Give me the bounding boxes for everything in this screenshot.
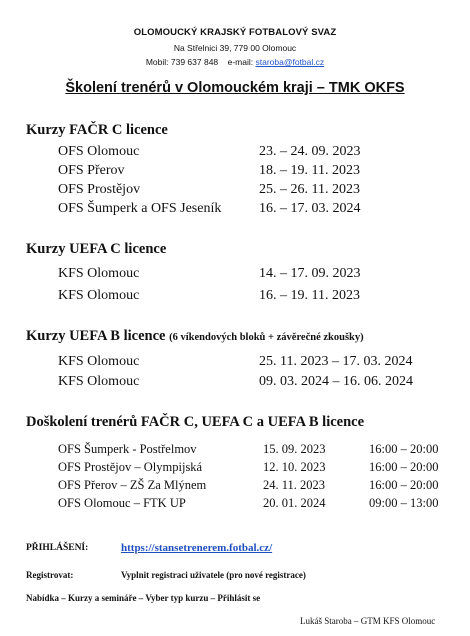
- course-date: 25. – 26. 11. 2023: [259, 182, 360, 197]
- course-place: OFS Olomouc: [58, 144, 140, 159]
- seminar-time: 09:00 – 13:00: [369, 496, 439, 510]
- seminar-date: 12. 10. 2023: [263, 460, 326, 474]
- seminar-place: OFS Šumperk - Postřelmov: [58, 442, 197, 456]
- signup-link[interactable]: https://stansetrenerem.fotbal.cz/: [121, 542, 273, 554]
- seminar-date: 24. 11. 2023: [263, 478, 326, 492]
- section-heading-doskoleni: Doškolení trenérů FAČR C, UEFA C a UEFA B licence: [26, 414, 365, 430]
- seminar-time: 16:00 – 20:00: [369, 442, 439, 456]
- seminar-time: 16:00 – 20:00: [369, 478, 439, 492]
- course-place: OFS Prostějov: [58, 182, 141, 197]
- course-place: KFS Olomouc: [58, 288, 140, 303]
- course-place: KFS Olomouc: [58, 354, 140, 369]
- course-place: KFS Olomouc: [58, 266, 140, 281]
- course-date: 23. – 24. 09. 2023: [259, 144, 361, 159]
- document-title: Školení trenérů v Olomouckém kraji – TMK OKFS: [65, 80, 405, 96]
- course-place: KFS Olomouc: [58, 374, 140, 389]
- seminar-place: OFS Prostějov – Olympijská: [58, 460, 203, 474]
- course-place: OFS Šumperk a OFS Jeseník: [58, 201, 222, 216]
- course-date: 14. – 17. 09. 2023: [259, 266, 361, 281]
- course-date: 09. 03. 2024 – 16. 06. 2024: [259, 374, 413, 389]
- course-date: 25. 11. 2023 – 17. 03. 2024: [259, 354, 413, 369]
- section-heading-uefa-b: [26, 328, 364, 345]
- register-instructions: Vyplnit registraci uživatele (pro nové registrace): [121, 570, 306, 580]
- course-place: OFS Přerov: [58, 163, 125, 178]
- course-date: 16. – 19. 11. 2023: [259, 288, 360, 303]
- course-date: 18. – 19. 11. 2023: [259, 163, 360, 178]
- section-heading-facr-c: Kurzy FAČR C licence: [26, 122, 168, 138]
- seminar-place: OFS Olomouc – FTK UP: [58, 496, 186, 510]
- mobile-number: Mobil: 739 637 848: [145, 57, 219, 67]
- contact-line: [0, 57, 470, 67]
- organization-address: Na Střelnici 39, 779 00 Olomouc: [173, 43, 297, 53]
- email-link[interactable]: staroba@fotbal.cz: [255, 57, 325, 67]
- seminar-place: OFS Přerov – ZŠ Za Mlýnem: [58, 478, 207, 492]
- seminar-date: 20. 01. 2024: [263, 496, 326, 510]
- navigation-instructions: Nabídka – Kurzy a semináře – Vyber typ kurzu – Přihlásit se: [26, 593, 261, 603]
- signup-label: PŘIHLÁŠENÍ:: [26, 543, 89, 553]
- course-date: 16. – 17. 03. 2024: [259, 201, 361, 216]
- email-label: e-mail:: [227, 57, 254, 67]
- seminar-time: 16:00 – 20:00: [369, 460, 439, 474]
- signature: Lukáš Staroba – GTM KFS Olomouc: [300, 616, 436, 626]
- register-label: Registrovat:: [26, 570, 74, 580]
- organization-name: OLOMOUCKÝ KRAJSKÝ FOTBALOVÝ SVAZ: [133, 27, 337, 38]
- seminar-date: 15. 09. 2023: [263, 442, 326, 456]
- section-heading-note: (6 víkendových bloků + závěrečné zkoušky): [169, 332, 364, 343]
- section-heading-text: Kurzy UEFA B licence: [26, 328, 166, 344]
- section-heading-uefa-c: Kurzy UEFA C licence: [26, 241, 167, 257]
